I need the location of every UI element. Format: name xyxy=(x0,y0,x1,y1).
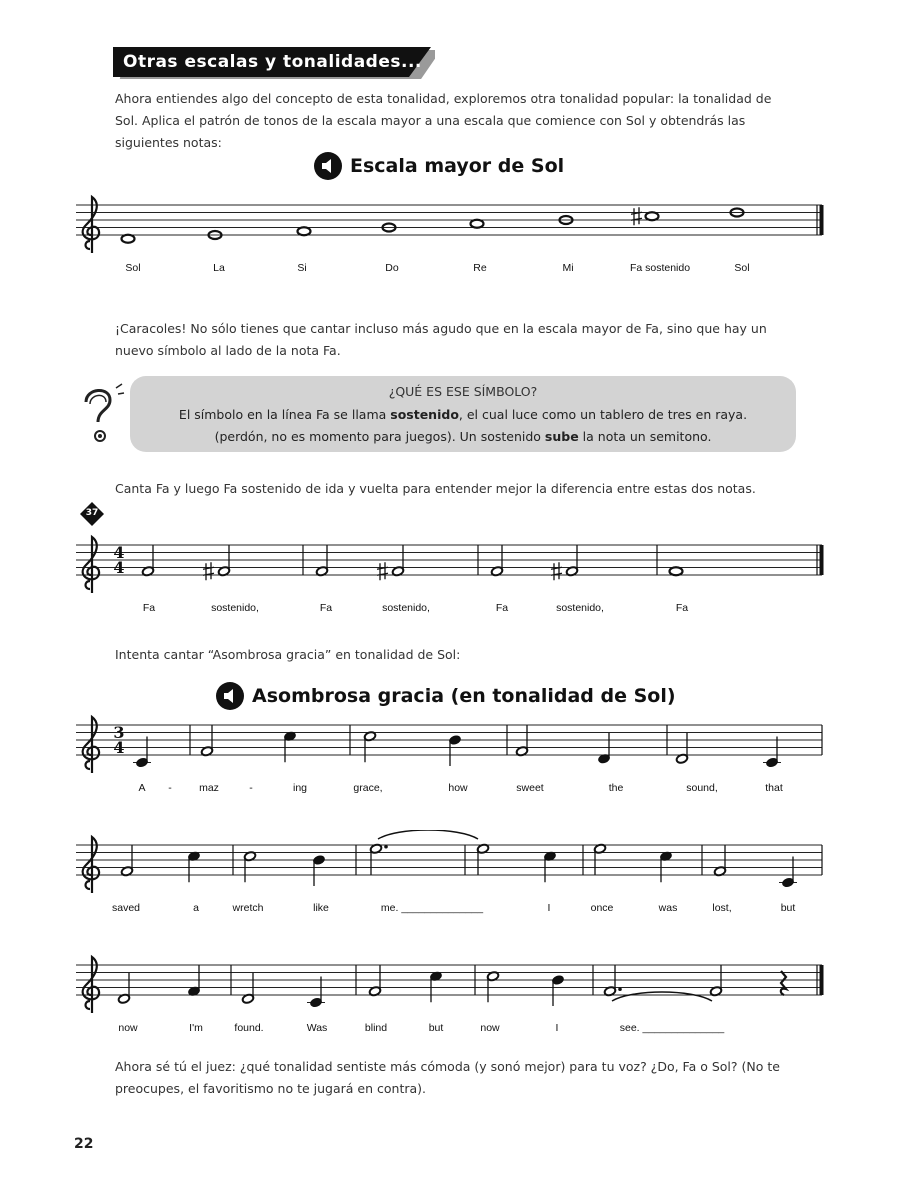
lyric-syllable: Fa sostenido xyxy=(629,262,691,274)
tip-text: , el cual luce como un tablero de tres en raya. xyxy=(458,407,748,422)
quarter-rest-icon xyxy=(781,971,786,995)
tip-bold: sube xyxy=(544,429,579,444)
song-staff-2 xyxy=(0,830,900,940)
lyric-syllable: Do xyxy=(385,262,399,274)
tip-text: El símbolo en la línea Fa se llama xyxy=(178,407,391,422)
lyric-syllable: blind xyxy=(364,1022,388,1034)
lyric-syllable: I xyxy=(547,902,551,914)
scale-staff xyxy=(0,190,900,300)
whole-note xyxy=(298,227,311,235)
time-signature-top: 3 xyxy=(113,723,125,742)
lyric-syllable: now xyxy=(118,1022,138,1034)
scale-heading-text: Escala mayor de Sol xyxy=(350,155,565,177)
final-barline xyxy=(820,965,824,995)
sharp-icon xyxy=(631,207,642,225)
tie xyxy=(612,992,712,1001)
song-heading xyxy=(216,682,676,710)
paragraph-3: Canta Fa y luego Fa sostenido de ida y vuelta para entender mejor la diferencia entre estas dos notas. xyxy=(115,481,756,496)
lyric-syllable: - xyxy=(168,782,172,794)
tip-line-1 xyxy=(130,407,796,422)
lyric-syllable: Was xyxy=(306,1022,328,1034)
lyric-syllable: Sol xyxy=(734,262,750,274)
song-heading-text: Asombrosa gracia (en tonalidad de Sol) xyxy=(252,685,676,707)
lyric-syllable: now xyxy=(480,1022,500,1034)
lyric-syllable: was xyxy=(658,902,678,914)
paragraph-2: ¡Caracoles! No sólo tienes que cantar incluso más agudo que en la escala mayor de Fa, sino que hay un nuevo símbolo al lado de la nota Fa. xyxy=(115,321,767,358)
lyric-syllable: Re xyxy=(473,262,487,274)
lyric-syllable: grace, xyxy=(353,782,383,794)
tip-text: (perdón, no es momento para juegos). Un sostenido xyxy=(214,429,545,444)
paragraph-4: Intenta cantar “Asombrosa gracia” en tonalidad de Sol: xyxy=(115,647,461,662)
dot xyxy=(384,845,388,849)
sharp-icon xyxy=(551,562,562,580)
dot xyxy=(618,987,622,991)
final-barline xyxy=(820,205,824,235)
lyric-syllable: - xyxy=(249,782,253,794)
lyric-syllable: the xyxy=(608,782,624,794)
lyric-syllable: Fa xyxy=(142,602,156,614)
lyric-syllable: once xyxy=(590,902,614,914)
lyric-syllable: Sol xyxy=(125,262,141,274)
time-signature-top: 4 xyxy=(113,543,125,562)
lyric-syllable: me. ______________ xyxy=(380,902,484,914)
final-barline xyxy=(820,545,824,575)
lyric-syllable: La xyxy=(213,262,225,274)
lyric-syllable: I xyxy=(555,1022,559,1034)
song-staff-1 xyxy=(0,710,900,820)
tie xyxy=(378,830,478,839)
track-number-badge[interactable] xyxy=(80,502,104,526)
section-title: Otras escalas y tonalidades... xyxy=(123,52,422,72)
lyric-syllable: A xyxy=(138,782,146,794)
tip-bold: sostenido xyxy=(390,407,459,422)
page-number: 22 xyxy=(74,1136,94,1152)
whole-note xyxy=(670,567,683,575)
song-staff-3 xyxy=(0,950,900,1060)
lyric-syllable: Fa xyxy=(495,602,509,614)
lyric-syllable: but xyxy=(428,1022,444,1034)
lyric-syllable: like xyxy=(313,902,329,914)
section-title-banner xyxy=(113,47,435,79)
lyric-syllable: that xyxy=(765,782,783,794)
tip-box xyxy=(130,376,796,452)
lyric-syllable: Fa xyxy=(319,602,333,614)
lyric-syllable: ing xyxy=(292,782,308,794)
lyric-syllable: see. ______________ xyxy=(619,1022,725,1034)
whole-note xyxy=(471,220,484,228)
lyric-syllable: a xyxy=(193,902,199,914)
lyric-syllable: lost, xyxy=(712,902,732,914)
closing-paragraph: Ahora sé tú el juez: ¿qué tonalidad sentiste más cómoda (y sonó mejor) para tu voz? ¿Do, Fa o Sol? (No te preocupes, el favoritismo no te jugará en contra). xyxy=(115,1059,780,1096)
lyric-syllable: sound, xyxy=(686,782,718,794)
lyric-syllable: Mi xyxy=(562,262,574,274)
sharp-exercise-staff xyxy=(0,530,900,640)
question-mark-icon xyxy=(76,380,126,446)
time-signature-bottom: 4 xyxy=(113,738,125,757)
tip-title: ¿QUÉ ES ESE SÍMBOLO? xyxy=(388,384,538,399)
scale-heading xyxy=(314,152,564,180)
track-number: 37 xyxy=(85,508,99,518)
lyric-syllable: saved xyxy=(111,902,141,914)
lyric-syllable: found. xyxy=(234,1022,264,1034)
lyric-syllable: wretch xyxy=(232,902,264,914)
whole-note xyxy=(122,235,135,243)
lyric-syllable: how xyxy=(448,782,468,794)
lyric-syllable: sweet xyxy=(516,782,544,794)
speaker-icon[interactable] xyxy=(314,152,342,180)
speaker-icon[interactable] xyxy=(216,682,244,710)
sharp-icon xyxy=(203,562,214,580)
lyric-syllable: but xyxy=(780,902,796,914)
lyric-syllable: I'm xyxy=(189,1022,203,1034)
lyric-syllable: maz xyxy=(199,782,219,794)
tip-text: la nota un semitono. xyxy=(578,429,712,444)
whole-note xyxy=(646,212,659,220)
tip-line-2 xyxy=(130,429,796,444)
lyric-syllable: sostenido, xyxy=(556,602,604,614)
lyric-syllable: Fa xyxy=(675,602,689,614)
intro-paragraph: Ahora entiendes algo del concepto de esta tonalidad, exploremos otra tonalidad popular: la tonalidad de Sol. Aplica el patrón de tonos de la escala mayor a una escala que comience con Sol y obtendrás las siguientes notas: xyxy=(115,91,772,150)
lyric-syllable: sostenido, xyxy=(211,602,259,614)
time-signature-bottom: 4 xyxy=(113,558,125,577)
lyric-syllable: sostenido, xyxy=(382,602,430,614)
sharp-icon xyxy=(377,562,388,580)
lyric-syllable: Si xyxy=(297,262,307,274)
